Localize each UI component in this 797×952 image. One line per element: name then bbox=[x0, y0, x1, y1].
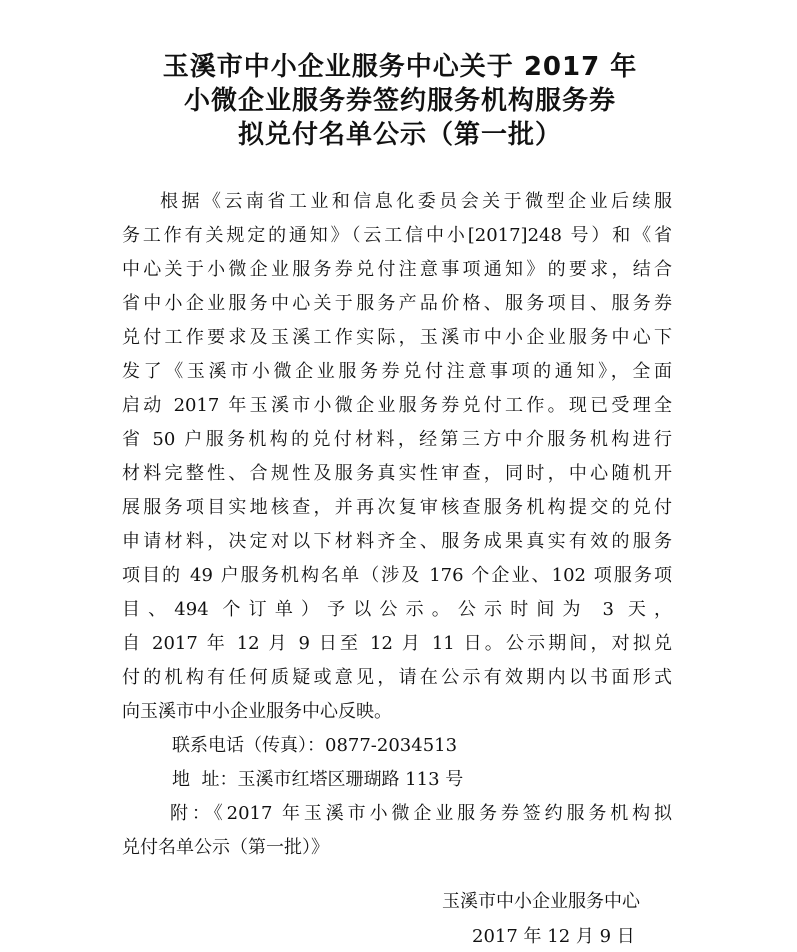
signature-date: 2017 年 12 月 9 日 bbox=[472, 926, 635, 947]
body-line: 材料完整性、合规性及服务真实性审查，同时，中心随机开 bbox=[122, 463, 672, 484]
contact-address: 地 址：玉溪市红塔区珊瑚路 113 号 bbox=[172, 769, 464, 790]
body-line: 发了《玉溪市小微企业服务券兑付注意事项的通知》，全面 bbox=[122, 361, 672, 382]
body-line: 目、494 个订单）予以公示。公示时间为 3 天， bbox=[122, 599, 672, 620]
body-line: 兑付工作要求及玉溪工作实际，玉溪市中小企业服务中心下 bbox=[122, 327, 672, 348]
signature-organization: 玉溪市中小企业服务中心 bbox=[442, 891, 640, 912]
body-line: 启动 2017 年玉溪市小微企业服务券兑付工作。现已受理全 bbox=[122, 395, 672, 416]
body-line: 申请材料，决定对以下材料齐全、服务成果真实有效的服务 bbox=[122, 531, 672, 552]
contact-phone: 联系电话（传真）：0877-2034513 bbox=[172, 735, 458, 756]
body-line: 自 2017 年 12 月 9 日至 12 月 11 日。公示期间，对拟兑 bbox=[122, 633, 672, 654]
body-line: 向玉溪市中小企业服务中心反映。 bbox=[122, 701, 392, 722]
attachment-line-2: 兑付名单公示（第一批）》 bbox=[122, 837, 329, 858]
attachment-line-1: 附：《2017 年玉溪市小微企业服务券签约服务机构拟 bbox=[170, 803, 672, 824]
body-line: 省 50 户服务机构的兑付材料，经第三方中介服务机构进行 bbox=[122, 429, 672, 450]
document-title-line-2: 小微企业服务券签约服务机构服务券 bbox=[183, 86, 616, 116]
body-line: 根据《云南省工业和信息化委员会关于微型企业后续服 bbox=[160, 191, 672, 212]
body-line: 务工作有关规定的通知》（云工信中小[2017]248 号）和《省 bbox=[122, 225, 672, 246]
body-line: 省中小企业服务中心关于服务产品价格、服务项目、服务券 bbox=[122, 293, 672, 314]
body-line: 中心关于小微企业服务券兑付注意事项通知》的要求，结合 bbox=[122, 259, 672, 280]
body-line: 项目的 49 户服务机构名单（涉及 176 个企业、102 项服务项 bbox=[122, 565, 672, 586]
body-line: 付的机构有任何质疑或意见，请在公示有效期内以书面形式 bbox=[122, 667, 672, 688]
body-line: 展服务项目实地核查，并再次复审核查服务机构提交的兑付 bbox=[122, 497, 672, 518]
document-title-line-1: 玉溪市中小企业服务中心关于 2017 年 bbox=[162, 52, 638, 82]
document-title-line-3: 拟兑付名单公示（第一批） bbox=[237, 120, 562, 150]
